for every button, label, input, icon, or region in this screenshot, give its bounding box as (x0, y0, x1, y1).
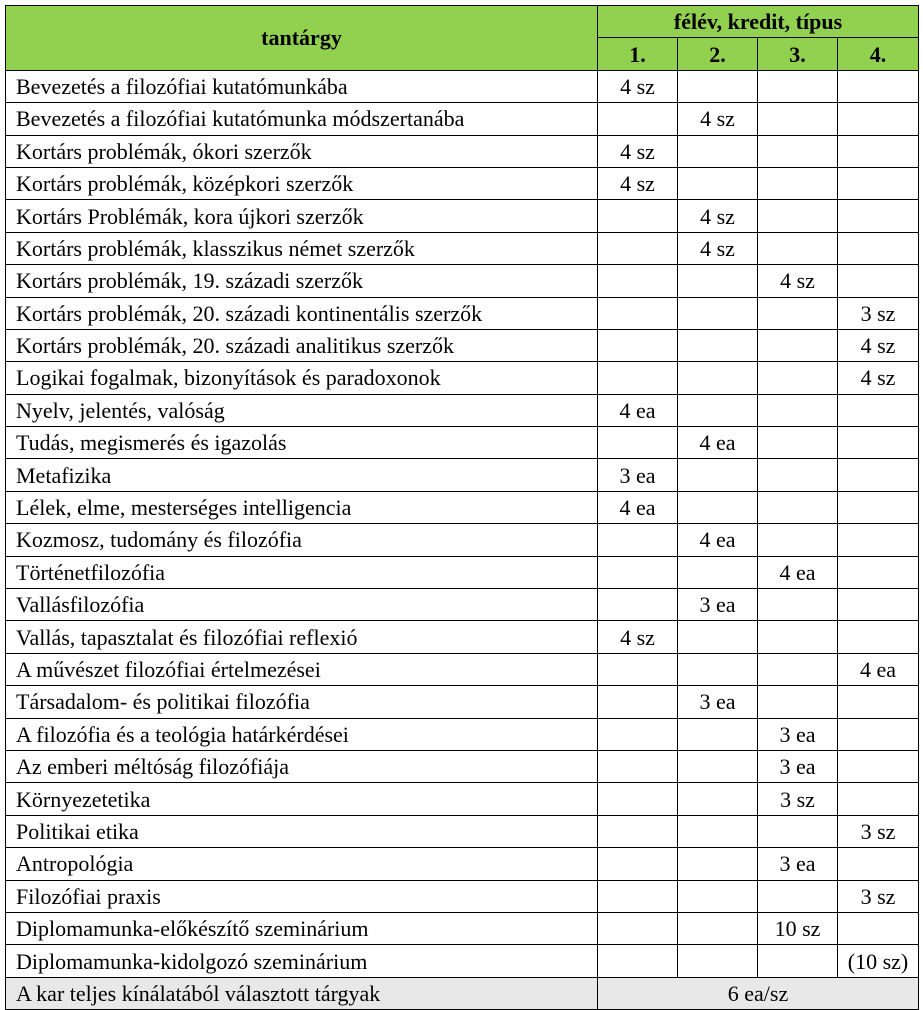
subject-cell: Kortárs problémák, középkori szerzők (6, 167, 598, 199)
semester-1-cell (598, 589, 678, 621)
semester-2-cell (678, 394, 758, 426)
semester-4-cell (838, 427, 919, 459)
table-row (6, 394, 919, 426)
footer-subject: A kar teljes kínálatából választott tárgyak (6, 977, 598, 1009)
semester-1-cell (598, 815, 678, 847)
semester-1-cell (598, 783, 678, 815)
semester-3-cell (758, 362, 838, 394)
semester-1-cell (598, 750, 678, 782)
table-row (6, 686, 919, 718)
semester-3-cell (758, 103, 838, 135)
subject-cell: Kortárs problémák, 19. századi szerzők (6, 265, 598, 297)
semester-2-cell (678, 653, 758, 685)
semester-2-cell (678, 491, 758, 523)
subject-cell: Kortárs Problémák, kora újkori szerzők (6, 200, 598, 232)
subject-cell: Kortárs problémák, 20. századi kontinentális szerzők (6, 297, 598, 329)
semester-2-cell (678, 70, 758, 102)
semester-2-cell (678, 556, 758, 588)
semester-3-cell: 3 sz (758, 783, 838, 815)
semester-3-cell (758, 200, 838, 232)
semester-3-cell (758, 653, 838, 685)
semester-3-cell (758, 459, 838, 491)
semester-1-cell (598, 848, 678, 880)
table-row (6, 491, 919, 523)
semester-2-cell (678, 265, 758, 297)
semester-1-cell (598, 556, 678, 588)
semester-4-cell (838, 394, 919, 426)
subject-cell: A művészet filozófiai értelmezései (6, 653, 598, 685)
semester-4-cell (838, 200, 919, 232)
table-row (6, 200, 919, 232)
semester-2-cell (678, 621, 758, 653)
semester-2-cell (678, 297, 758, 329)
semester-4-cell (838, 265, 919, 297)
semester-4-cell (838, 135, 919, 167)
table-row (6, 621, 919, 653)
semester-1-cell (598, 297, 678, 329)
table-row (6, 232, 919, 264)
curriculum-table (5, 5, 919, 1010)
semester-1-cell: 3 ea (598, 459, 678, 491)
table-row (6, 265, 919, 297)
semester-1-header: 1. (598, 38, 678, 70)
semester-4-cell (838, 167, 919, 199)
semester-1-cell: 4 sz (598, 70, 678, 102)
semester-3-cell (758, 135, 838, 167)
table-row (6, 459, 919, 491)
semester-1-cell (598, 880, 678, 912)
semester-4-cell (838, 718, 919, 750)
semester-2-header: 2. (678, 38, 758, 70)
semester-4-cell (838, 232, 919, 264)
table-row (6, 524, 919, 556)
subject-cell: Az emberi méltóság filozófiája (6, 750, 598, 782)
semester-1-cell (598, 912, 678, 944)
semester-2-cell: 4 ea (678, 524, 758, 556)
subject-cell: A filozófia és a teológia határkérdései (6, 718, 598, 750)
subject-cell: Kortárs problémák, ókori szerzők (6, 135, 598, 167)
table-row (6, 589, 919, 621)
semester-2-cell (678, 167, 758, 199)
subject-cell: Diplomamunka-előkészítő szeminárium (6, 912, 598, 944)
table-row (6, 297, 919, 329)
semester-3-cell (758, 232, 838, 264)
table-row (6, 750, 919, 782)
subject-cell: Környezetetika (6, 783, 598, 815)
table-body (6, 70, 919, 977)
table-row (6, 815, 919, 847)
semester-1-cell: 4 sz (598, 167, 678, 199)
semester-3-cell (758, 329, 838, 361)
semester-1-cell (598, 200, 678, 232)
semester-4-cell (838, 750, 919, 782)
semester-3-cell: 4 ea (758, 556, 838, 588)
subject-cell: Metafizika (6, 459, 598, 491)
table-row (6, 912, 919, 944)
semester-1-cell: 4 sz (598, 135, 678, 167)
semester-4-cell (838, 783, 919, 815)
subject-cell: Bevezetés a filozófiai kutatómunka módszertanába (6, 103, 598, 135)
semester-1-cell (598, 524, 678, 556)
semester-4-cell: 3 sz (838, 880, 919, 912)
semester-1-cell (598, 265, 678, 297)
semester-1-cell (598, 686, 678, 718)
semester-1-cell (598, 232, 678, 264)
semester-4-cell (838, 459, 919, 491)
semester-3-cell: 10 sz (758, 912, 838, 944)
semester-3-cell: 4 sz (758, 265, 838, 297)
semester-3-cell (758, 945, 838, 977)
semester-2-cell (678, 783, 758, 815)
semester-1-cell: 4 ea (598, 394, 678, 426)
semester-2-cell (678, 815, 758, 847)
semester-4-cell: 4 sz (838, 329, 919, 361)
table-row (6, 103, 919, 135)
subject-cell: Diplomamunka-kidolgozó szeminárium (6, 945, 598, 977)
semester-3-cell (758, 686, 838, 718)
semester-3-cell: 3 ea (758, 848, 838, 880)
semester-4-header: 4. (838, 38, 919, 70)
footer-note: 6 ea/sz (598, 977, 919, 1009)
table-header (6, 6, 919, 71)
table-row (6, 70, 919, 102)
semester-1-cell (598, 103, 678, 135)
semester-3-cell (758, 524, 838, 556)
semester-2-cell (678, 718, 758, 750)
table-row (6, 880, 919, 912)
semester-2-cell (678, 459, 758, 491)
table-row (6, 427, 919, 459)
semester-4-cell (838, 686, 919, 718)
subject-cell: Kortárs problémák, 20. századi analitikus szerzők (6, 329, 598, 361)
semester-2-cell (678, 329, 758, 361)
semester-2-cell (678, 750, 758, 782)
semester-2-cell: 3 ea (678, 686, 758, 718)
subject-cell: Történetfilozófia (6, 556, 598, 588)
table-row (6, 783, 919, 815)
semester-3-cell (758, 297, 838, 329)
semester-1-cell (598, 945, 678, 977)
semester-2-cell (678, 362, 758, 394)
subject-cell: Bevezetés a filozófiai kutatómunkába (6, 70, 598, 102)
semester-2-cell: 4 ea (678, 427, 758, 459)
semester-1-cell (598, 653, 678, 685)
semester-2-cell (678, 945, 758, 977)
semester-3-cell: 3 ea (758, 750, 838, 782)
subject-cell: Logikai fogalmak, bizonyítások és paradoxonok (6, 362, 598, 394)
semester-3-header: 3. (758, 38, 838, 70)
semester-2-cell (678, 912, 758, 944)
semester-2-cell (678, 880, 758, 912)
semester-2-cell: 4 sz (678, 200, 758, 232)
table-row (6, 945, 919, 977)
semester-3-cell (758, 621, 838, 653)
subject-cell: Vallás, tapasztalat és filozófiai reflexió (6, 621, 598, 653)
semester-1-cell (598, 329, 678, 361)
semester-3-cell: 3 ea (758, 718, 838, 750)
subject-cell: Társadalom- és politikai filozófia (6, 686, 598, 718)
semester-4-cell (838, 491, 919, 523)
subject-cell: Filozófiai praxis (6, 880, 598, 912)
semester-2-cell: 4 sz (678, 232, 758, 264)
subject-cell: Kozmosz, tudomány és filozófia (6, 524, 598, 556)
semester-group-header: félév, kredit, típus (598, 6, 919, 38)
semester-3-cell (758, 167, 838, 199)
semester-4-cell (838, 912, 919, 944)
table-row (6, 135, 919, 167)
semester-4-cell: 3 sz (838, 297, 919, 329)
table-row (6, 556, 919, 588)
semester-2-cell (678, 848, 758, 880)
semester-4-cell: 3 sz (838, 815, 919, 847)
subject-cell: Vallásfilozófia (6, 589, 598, 621)
semester-4-cell (838, 524, 919, 556)
footer-row (6, 977, 919, 1009)
subject-cell: Tudás, megismerés és igazolás (6, 427, 598, 459)
subject-cell: Antropológia (6, 848, 598, 880)
semester-4-cell (838, 103, 919, 135)
semester-3-cell (758, 394, 838, 426)
semester-1-cell (598, 718, 678, 750)
table-row (6, 718, 919, 750)
semester-3-cell (758, 70, 838, 102)
table-row (6, 362, 919, 394)
semester-4-cell: 4 sz (838, 362, 919, 394)
semester-3-cell (758, 491, 838, 523)
semester-1-cell: 4 ea (598, 491, 678, 523)
semester-4-cell (838, 70, 919, 102)
semester-2-cell: 4 sz (678, 103, 758, 135)
subject-cell: Nyelv, jelentés, valóság (6, 394, 598, 426)
semester-4-cell (838, 621, 919, 653)
semester-2-cell: 3 ea (678, 589, 758, 621)
subject-cell: Lélek, elme, mesterséges intelligencia (6, 491, 598, 523)
semester-1-cell (598, 427, 678, 459)
semester-3-cell (758, 815, 838, 847)
semester-4-cell (838, 848, 919, 880)
semester-4-cell (838, 556, 919, 588)
semester-3-cell (758, 427, 838, 459)
table-row (6, 848, 919, 880)
table-row (6, 329, 919, 361)
semester-3-cell (758, 589, 838, 621)
semester-4-cell (838, 589, 919, 621)
semester-2-cell (678, 135, 758, 167)
subject-column-header: tantárgy (6, 6, 598, 71)
subject-cell: Politikai etika (6, 815, 598, 847)
subject-cell: Kortárs problémák, klasszikus német szerzők (6, 232, 598, 264)
table-row (6, 167, 919, 199)
table-row (6, 653, 919, 685)
semester-1-cell: 4 sz (598, 621, 678, 653)
semester-3-cell (758, 880, 838, 912)
semester-1-cell (598, 362, 678, 394)
semester-4-cell: (10 sz) (838, 945, 919, 977)
semester-4-cell: 4 ea (838, 653, 919, 685)
